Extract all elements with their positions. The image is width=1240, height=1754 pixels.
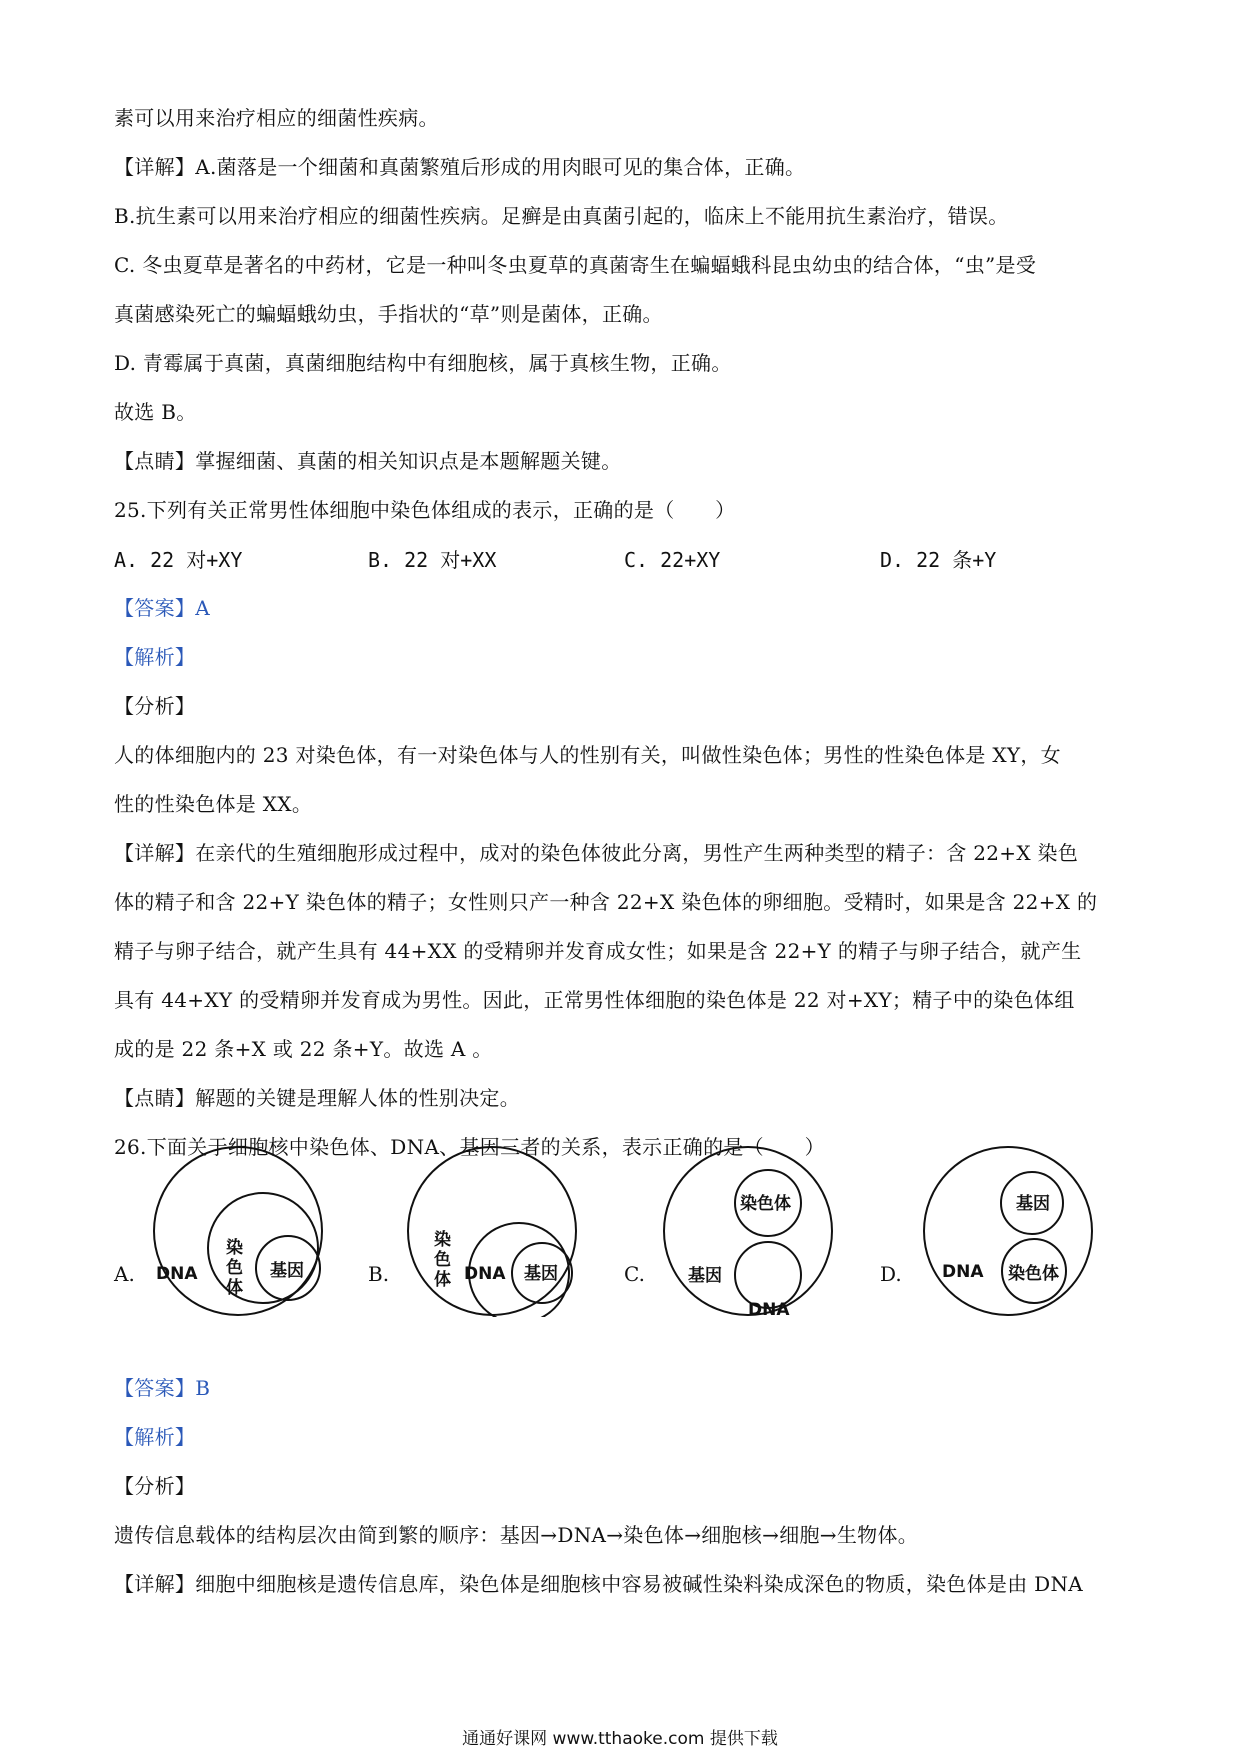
q25-fenxi-heading: 【分析】	[114, 694, 196, 718]
diagram-b-dna: DNA	[464, 1264, 506, 1284]
q26-answer: 【答案】B	[114, 1376, 211, 1400]
diagram-a-dna: DNA	[156, 1264, 198, 1284]
diagram-label-c: C.	[624, 1262, 645, 1286]
text-line: 成的是 22 条+X 或 22 条+Y。故选 A 。	[114, 1037, 493, 1061]
question-25-stem: 25.下列有关正常男性体细胞中染色体组成的表示，正确的是（ ）	[114, 498, 736, 522]
diagram-label-a: A.	[114, 1262, 135, 1286]
diagram-b-chrom-2: 色	[434, 1250, 451, 1270]
diagram-c-gene: 基因	[688, 1266, 722, 1286]
text-line: 体的精子和含 22+Y 染色体的精子；女性则只产一种含 22+X 染色体的卵细胞。受精时，如果是含 22+X 的	[114, 890, 1098, 914]
text-line: C. 冬虫夏草是著名的中药材，它是一种叫冬虫夏草的真菌寄生在蝙蝠蛾科昆虫幼虫的结合体，“虫”是受	[114, 253, 1037, 277]
diagram-d-gene: 基因	[1016, 1194, 1050, 1214]
diagram-a-chrom-3: 体	[226, 1278, 243, 1298]
page-footer: 通通好课网 www.tthaoke.com 提供下载	[462, 1729, 778, 1749]
q25-option-c: C. 22+XY	[624, 548, 721, 572]
text-line: 真菌感染死亡的蝙蝠蛾幼虫，手指状的“草”则是菌体，正确。	[114, 302, 663, 326]
text-line: 素可以用来治疗相应的细菌性疾病。	[114, 106, 439, 130]
text-line: 故选 B。	[114, 400, 197, 424]
text-line: D. 青霉属于真菌，真菌细胞结构中有细胞核，属于真核生物，正确。	[114, 351, 732, 375]
q25-option-d: D. 22 条+Y	[880, 548, 997, 572]
diagram-d	[920, 1145, 1100, 1317]
diagram-b-chrom-3: 体	[434, 1270, 451, 1290]
text-line: 【详解】细胞中细胞核是遗传信息库，染色体是细胞核中容易被碱性染料染成深色的物质，染色体是由 DNA	[114, 1572, 1084, 1596]
text-line: 【详解】A.菌落是一个细菌和真菌繁殖后形成的用肉眼可见的集合体，正确。	[114, 155, 806, 179]
q26-fenxi-heading: 【分析】	[114, 1474, 196, 1498]
diagram-b-gene: 基因	[524, 1264, 558, 1284]
diagram-d-chrom: 染色体	[1008, 1264, 1059, 1284]
question-26-stem: 26.下面关于细胞核中染色体、DNA、基因三者的关系，表示正确的是（ ）	[114, 1135, 825, 1159]
text-line: 【点睛】解题的关键是理解人体的性别决定。	[114, 1086, 520, 1110]
q25-answer: 【答案】A	[114, 596, 210, 620]
text-line: 精子与卵子结合，就产生具有 44+XX 的受精卵并发育成女性；如果是含 22+Y 的精子与卵子结合，就产生	[114, 939, 1082, 963]
text-line: 人的体细胞内的 23 对染色体，有一对染色体与人的性别有关，叫做性染色体；男性的性染色体是 XY，女	[114, 743, 1061, 767]
q25-option-b: B. 22 对+XX	[368, 548, 497, 572]
q25-option-a: A. 22 对+XY	[114, 548, 243, 572]
text-line: B.抗生素可以用来治疗相应的细菌性疾病。足癣是由真菌引起的，临床上不能用抗生素治疗，错误。	[114, 204, 1009, 228]
q26-jiexi-heading: 【解析】	[114, 1425, 196, 1449]
text-line: 遗传信息载体的结构层次由简到繁的顺序：基因→DNA→染色体→细胞核→细胞→生物体。	[114, 1523, 919, 1547]
text-line: 具有 44+XY 的受精卵并发育成为男性。因此，正常男性体细胞的染色体是 22 对+XY；精子中的染色体组	[114, 988, 1075, 1012]
diagram-label-d: D.	[880, 1262, 902, 1286]
diagram-a-chrom-1: 染	[226, 1238, 243, 1258]
q25-jiexi-heading: 【解析】	[114, 645, 196, 669]
diagram-d-dna: DNA	[942, 1262, 984, 1282]
text-line: 【点睛】掌握细菌、真菌的相关知识点是本题解题关键。	[114, 449, 622, 473]
diagram-c-chrom: 染色体	[740, 1194, 791, 1214]
diagram-a-gene: 基因	[270, 1261, 304, 1281]
diagram-c	[660, 1145, 840, 1317]
diagram-a	[148, 1145, 330, 1317]
diagram-a-chrom-2: 色	[226, 1258, 243, 1278]
diagram-b	[404, 1145, 584, 1317]
diagram-c-dna: DNA	[748, 1300, 790, 1317]
diagram-b-chrom-1: 染	[434, 1230, 451, 1250]
text-line: 性的性染色体是 XX。	[114, 792, 313, 816]
text-line: 【详解】在亲代的生殖细胞形成过程中，成对的染色体彼此分离，男性产生两种类型的精子：含 22+X 染色	[114, 841, 1079, 865]
diagram-label-b: B.	[368, 1262, 390, 1286]
